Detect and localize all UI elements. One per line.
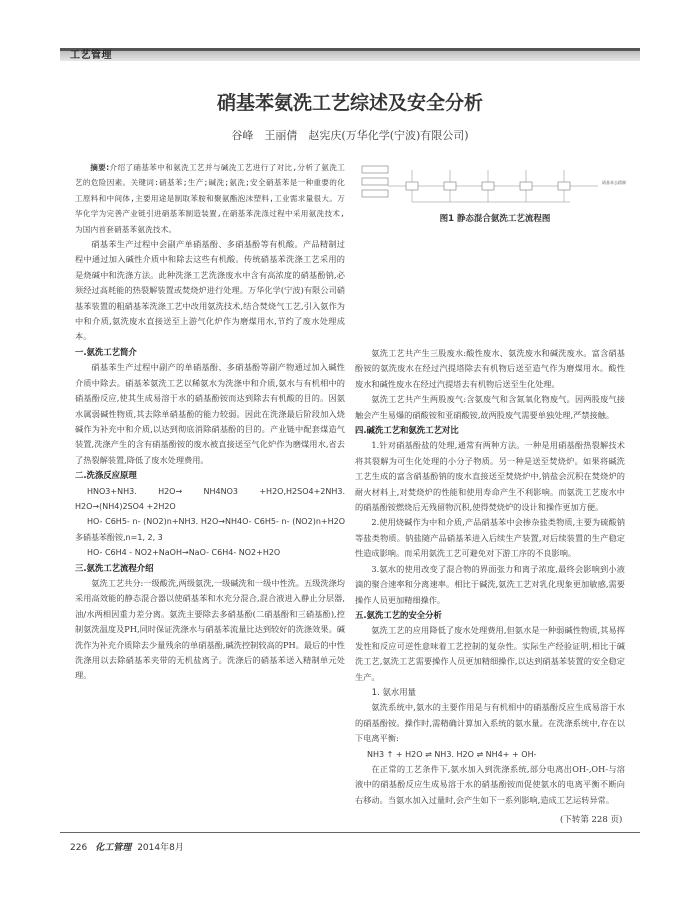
left-column bbox=[75, 160, 345, 684]
paragraph: 2.使用烧碱作为中和介质,产品硝基苯中会掺杂盐类物质,主要为硫酸钠等盐类物质。钠盐随产品硝基苯进入后续生产装置,对后续装置的生产稳定性造成影响。而采用氨洗工艺可避免对下游工序的不良影响。 bbox=[355, 517, 625, 559]
paragraph: 氨洗工艺共分:一级酸洗,两级氨洗,一级碱洗和一级中性洗。五级洗涤均采用高效能的静态混合器以使硝基苯和水充分混合,混合液进入静止分层器,油/水两相因重力差分离。氨洗主要除去多硝基酚(二硝基酚和三硝基酚),控制氨洗温度及PH,同时保证洗涤水与硝基苯流量比达到较好的洗涤效果。碱洗作为补充介质除去少量残余的单硝基酚,碱洗控制较高的PH。最后的中性洗涤用以去除硝基苯夹带的无机盐离子。洗涤后的硝基苯送入精制单元处理。 bbox=[75, 577, 345, 681]
flow-box bbox=[558, 182, 570, 190]
paragraph: 1.针对硝基酚盐的处理,通常有两种方法。一种是用硝基酚热裂解技术将其裂解为可生化处理的小分子物质。另一种是送至焚烧炉。如果将碱洗工艺生成的富含硝基酚钠的废水直接送至焚烧炉中,钠盐会沉积在焚烧炉的耐火材料上,对焚烧炉的性能和使用寿命产生不利影响。而氨洗工艺废水中的硝基酚铵燃烧后无残留物沉积,使得焚烧炉的设计和操作更加方便。 bbox=[355, 440, 625, 513]
footer-rule bbox=[60, 832, 640, 833]
abstract-label: 摘要: bbox=[90, 163, 110, 172]
flow-box bbox=[444, 182, 456, 190]
equation: HO- C6H4 - NO2+NaOH→NaO- C6H4- NO2+H2O bbox=[87, 548, 281, 558]
figure-output-label: 硝基苯去精制 bbox=[602, 180, 626, 185]
continued-note: (下转第 228 页) bbox=[560, 815, 623, 825]
right-column bbox=[355, 346, 625, 808]
paragraph: 氨洗工艺共产生三股废水:酸性废水、氨洗废水和碱洗废水。富含硝基酚铵的氨洗废水在经过汽提塔除去有机物后送至造气作为磨煤用水。酸性废水和碱性废水在经过汽提塔去有机物后送至生化处理。 bbox=[355, 348, 625, 389]
figure-caption: 图1 静态混合氨洗工艺流程图 bbox=[439, 214, 551, 224]
issue-date: 2014年8月 bbox=[137, 843, 184, 853]
section-label: 工艺管理 bbox=[70, 50, 112, 61]
flow-box bbox=[362, 178, 388, 185]
section-heading: 一.氨洗工艺简介 bbox=[75, 346, 137, 357]
header-band bbox=[60, 51, 640, 61]
paragraph: 氨洗工艺共产生两股废气:含氨废气和含氮氧化物废气。因两股废气接触会产生易爆的硝酸铵和亚硝酸铵,故两股废气需要单独处理,严禁接触。 bbox=[355, 394, 625, 420]
abstract-text: 介绍了硝基苯中和氨洗工艺并与碱洗工艺进行了对比,分析了氨洗工艺的危险因素。关键词:硝基苯;生产;碱洗;氨洗;安全硝基苯是一种重要的化工原料和中间体,主要用途是制取苯胺和聚氨酯泡沫塑料,工业需求量很大。万华化学为完善产业链引进硝基苯制造装置,在硝基苯洗涤过程中采用氨洗技术,为国内首套硝基苯氨洗技术。 bbox=[75, 163, 345, 234]
journal-name: 化工管理 bbox=[95, 843, 132, 853]
paragraph: 氨洗系统中,氨水的主要作用是与有机相中的硝基酚反应生成易溶于水的硝基酚铵。操作时,需精确计算加入系统的氨水量。在洗涤系统中,存在以下电离平衡: bbox=[355, 702, 625, 744]
section-heading: 三.氨洗工艺流程介绍 bbox=[75, 562, 154, 573]
paragraph: 在正常的工艺条件下,氨水加入到洗涤系统,部分电离出OH-,OH-与溶液中的硝基酚反应生成易溶于水的硝基酚铵而促使氨水的电离平衡不断向右移动。当氨水加入过量时,会产生如下一系列影响,造成工艺运转异常。 bbox=[355, 763, 625, 805]
paragraph: 硝基苯生产过程中副产的单硝基酚、多硝基酚等副产物通过加入碱性介质中除去。硝基苯氨洗工艺以稀氨水为洗涤中和介质,氨水与有机相中的硝基酚反应,使其生成易溶于水的硝基酚铵而达到除去有机酸的目的。因氨水属弱碱性物质,其去除单硝基酚的能力较弱。因此在洗涤最后阶段加入烧碱作为补充中和介质,以达到彻底消除硝基酚的目的。产业链中配套煤造气装置,洗涤产生的含有硝基酚铵的废水被直接送至气化炉作为磨煤用水,省去了热裂解装置,降低了废水处理费用。 bbox=[75, 362, 345, 465]
article-title: 硝基苯氨洗工艺综述及安全分析 bbox=[216, 92, 483, 114]
section-heading: 二.洗涤反应原理 bbox=[75, 470, 137, 481]
paragraph: 氨洗工艺的应用降低了废水处理费用,但氨水是一种弱碱性物质,其易挥发性和反应可逆性意味着工艺控制的复杂性。实际生产经验证明,相比于碱洗工艺,氨洗工艺需要操作人员更加精细操作,以达到硝基苯装置的安全稳定生产。 bbox=[355, 625, 625, 682]
section-heading: 四.碱洗工艺和氨洗工艺对比 bbox=[355, 425, 459, 436]
flow-box bbox=[482, 182, 494, 190]
flow-box bbox=[362, 190, 388, 197]
flow-box bbox=[406, 182, 418, 190]
page-number: 226 bbox=[70, 843, 88, 853]
section-heading: 五.氨洗工艺的安全分析 bbox=[355, 609, 442, 620]
article-authors: 谷峰 王丽倩 赵宪庆(万华化学(宁波)有限公司) bbox=[231, 129, 469, 142]
equation: HNO3+NH3. H2O→ NH4NO3 +H2O,H2SO4+2NH3. H2O→(NH4)2SO4 +2H2O bbox=[75, 486, 345, 511]
process-flow-figure bbox=[360, 162, 630, 208]
equation: NH3 ↑ + H2O ⇌ NH3. H2O ⇌ NH4+ + OH- bbox=[367, 749, 537, 759]
flow-box bbox=[362, 166, 388, 173]
equation: HO- C6H5- n- (NO2)n+NH3. H2O→NH4O- C6H5- n- (NO2)n+H2O 多硝基苯酚铵,n=1, 2, 3 bbox=[75, 517, 345, 542]
abstract bbox=[75, 160, 345, 237]
paragraph: 硝基苯生产过程中会副产单硝基酚、多硝基酚等有机酸。产品精制过程中通过加入碱性介质中和除去这些有机酸。传统硝基苯洗涤工艺采用的是烧碱中和洗涤方法。此种洗涤工艺洗涤废水中含有高浓度的硝基酚钠,必须经过高耗能的热裂解装置或焚烧炉进行处理。万华化学(宁波)有限公司硝基苯装置的粗硝基苯洗涤工艺中改用氨洗技术,结合焚烧气工艺,引入氨作为中和介质,氨洗废水直接送至上游气化炉作为磨煤用水,节约了废水处理成本。 bbox=[75, 239, 345, 342]
paragraph: 3.氨水的使用改变了混合物的界面张力和离子浓度,最终会影响到小液滴的聚合速率和分离速率。相比于碱洗,氨洗工艺对乳化现象更加敏感,需要操作人员更加精细操作。 bbox=[355, 563, 625, 605]
subsection-heading: 1. 氨水用量 bbox=[371, 686, 416, 697]
footer bbox=[70, 840, 184, 853]
flow-box bbox=[520, 182, 532, 190]
